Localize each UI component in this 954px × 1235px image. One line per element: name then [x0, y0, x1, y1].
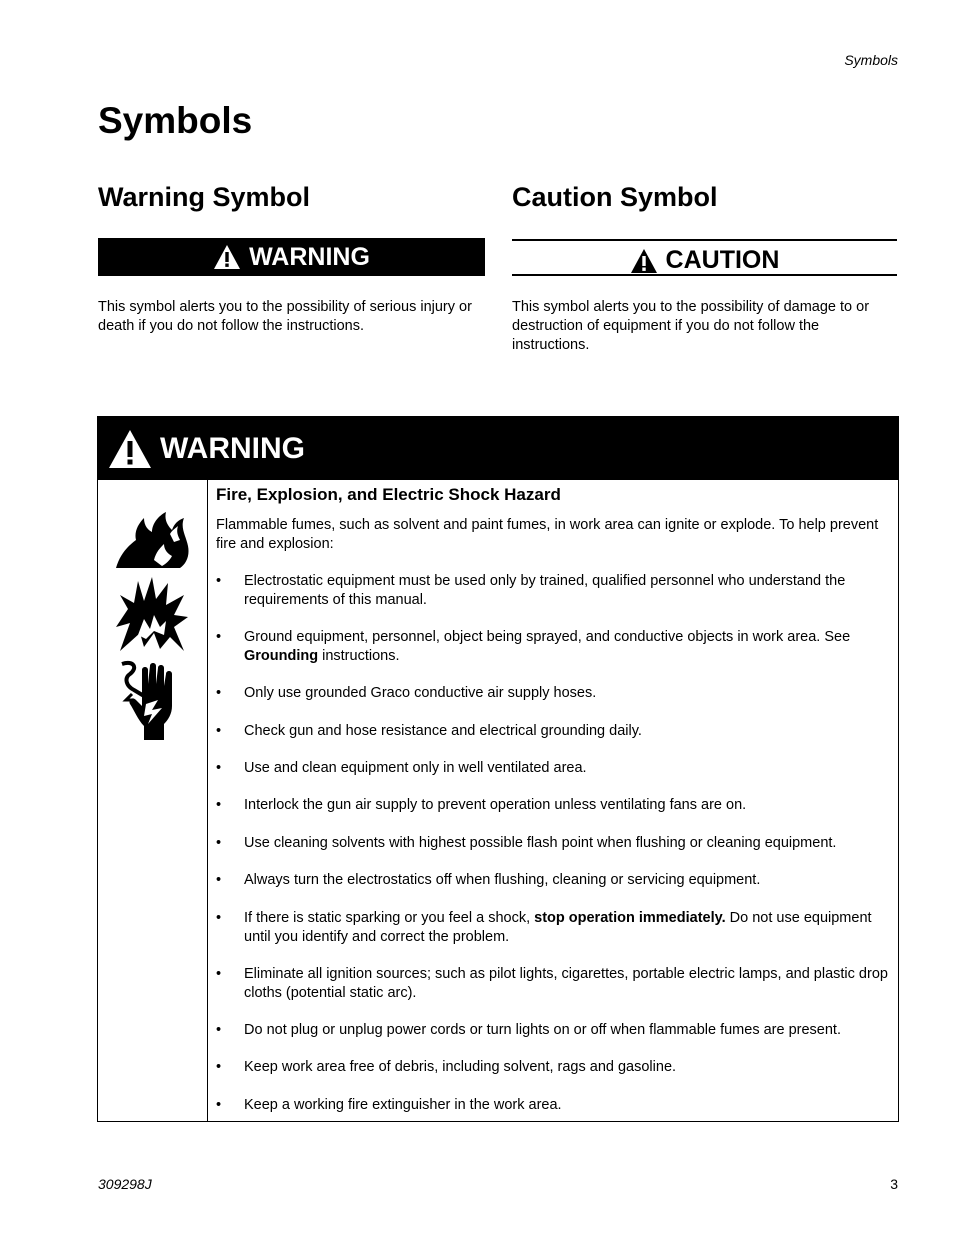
list-item [216, 1096, 890, 1115]
electric-shock-icon [120, 660, 184, 744]
list-item-text: If there is static sparking or you feel a shock, [244, 910, 535, 926]
hazard-title: Fire, Explosion, and Electric Shock Hazard [216, 485, 561, 504]
list-item-text: Ground equipment, personnel, object being sprayed, and conductive objects in work area. See [244, 629, 851, 645]
list-item [216, 1058, 890, 1077]
list-item-text: Check gun and hose resistance and electrical grounding daily. [244, 723, 642, 739]
list-item [216, 909, 890, 947]
list-item [216, 871, 890, 890]
warning-box-header-label: WARNING [160, 431, 305, 465]
list-item-text: Always turn the electrostatics off when flushing, cleaning or servicing equipment. [244, 872, 761, 888]
list-item-text: Do not use equipment until you identify and correct the problem. [244, 910, 872, 945]
caution-symbol-description: This symbol alerts you to the possibility of damage to or destruction of equipment if you do not follow the instructions. [512, 299, 870, 353]
list-item [216, 684, 890, 703]
list-item-text: Use and clean equipment only in well ventilated area. [244, 760, 587, 776]
fire-icon [114, 510, 190, 570]
list-item-text: Interlock the gun air supply to prevent operation unless ventilating fans are on. [244, 797, 747, 813]
list-item-text: instructions. [318, 648, 400, 664]
warning-box-header [98, 417, 898, 480]
caution-banner-label: CAUTION [665, 246, 780, 274]
caution-banner [512, 239, 897, 276]
list-item [216, 722, 890, 741]
document-number: 309298J [98, 1176, 152, 1192]
list-item-text: Use cleaning solvents with highest possible flash point when flushing or cleaning equipment. [244, 835, 837, 851]
list-item [216, 796, 890, 815]
warning-triangle-icon [108, 429, 152, 469]
list-item-text: Electrostatic equipment must be used only by trained, qualified personnel who understand the requirements of this manual. [244, 573, 846, 608]
list-item-text: Eliminate all ignition sources; such as pilot lights, cigarettes, portable electric lamps, and plastic drop cloths (potential static arc). [244, 966, 888, 1001]
list-item-text: Keep work area free of debris, including solvent, rags and gasoline. [244, 1059, 677, 1075]
warning-banner-label: WARNING [249, 242, 370, 271]
caution-symbol-title: Caution Symbol [512, 182, 718, 212]
running-header: Symbols [844, 52, 898, 68]
explosion-icon [114, 575, 190, 655]
warning-box [97, 416, 899, 1122]
hazard-icon-column [98, 480, 208, 1121]
list-item [216, 1021, 890, 1040]
list-item [216, 759, 890, 778]
warning-banner [98, 238, 485, 276]
warning-triangle-icon [213, 244, 241, 270]
warning-box-body [98, 480, 898, 1121]
page-number: 3 [890, 1176, 898, 1192]
list-item [216, 628, 890, 666]
list-item-text: Keep a working fire extinguisher in the work area. [244, 1097, 562, 1113]
list-item-emphasis: Grounding [244, 648, 319, 664]
page-title: Symbols [98, 100, 253, 141]
warning-symbol-title: Warning Symbol [98, 182, 311, 212]
list-item [216, 965, 890, 1003]
caution-triangle-icon [630, 248, 658, 274]
list-item-emphasis: stop operation immediately. [534, 910, 726, 926]
list-item [216, 572, 890, 610]
list-item-text: Only use grounded Graco conductive air supply hoses. [244, 685, 597, 701]
warning-symbol-description: This symbol alerts you to the possibility of serious injury or death if you do not follow the instructions. [98, 299, 472, 334]
list-item-text: Do not plug or unplug power cords or turn lights on or off when flammable fumes are present. [244, 1022, 841, 1038]
list-item [216, 834, 890, 853]
hazard-intro: Flammable fumes, such as solvent and paint fumes, in work area can ignite or explode. To help prevent fire and explosion: [216, 517, 879, 552]
